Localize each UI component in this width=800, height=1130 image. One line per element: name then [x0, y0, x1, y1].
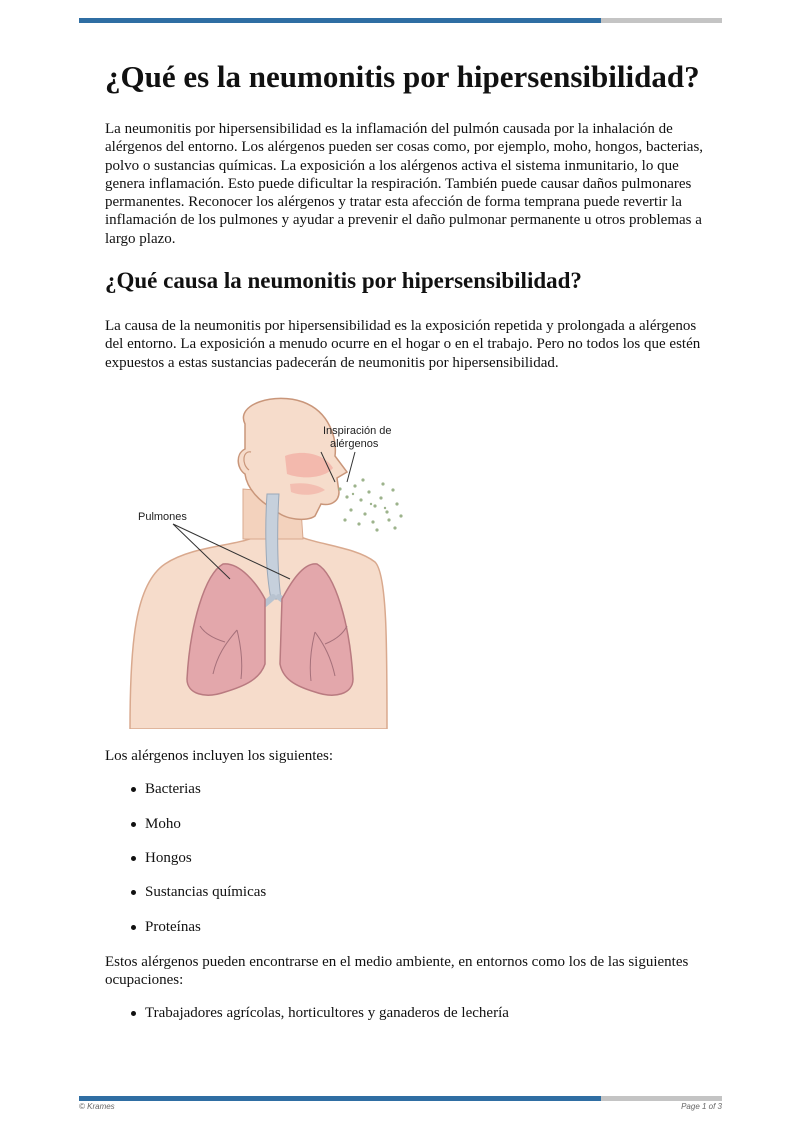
allergens-intro: Los alérgenos incluyen los siguientes: — [105, 747, 334, 764]
top-accent-bar-gray — [601, 18, 722, 23]
list-item: Hongos — [105, 849, 705, 867]
bottom-accent-bar — [79, 1096, 722, 1101]
label-inhalation-line2: alérgenos — [330, 437, 379, 450]
label-inhalation-line1: Inspiración de — [323, 424, 392, 437]
list-item: Trabajadores agrícolas, horticultores y ganaderos de lechería — [105, 1004, 705, 1022]
lungs-illustration — [125, 394, 415, 729]
bottom-accent-bar-gray — [601, 1096, 722, 1101]
page-title: ¿Qué es la neumonitis por hipersensibilidad? — [105, 59, 700, 94]
occupations-intro: Estos alérgenos pueden encontrarse en el medio ambiente, en entornos como los de las siguientes ocupaciones: — [105, 953, 689, 989]
top-accent-bar — [79, 18, 722, 23]
list-item: Bacterias — [105, 780, 705, 798]
causes-paragraph: La causa de la neumonitis por hipersensibilidad es la exposición repetida y prolongada a alérgenos del entorno. La exposición a menudo ocurre en el hogar o en el trabajo. Pero no todos los que estén expuestos a estas sustancias padecerán de neumonitis por hipersensibilidad. — [105, 318, 701, 371]
allergens-list — [105, 780, 705, 936]
lungs-illustration-svg — [125, 394, 415, 729]
list-item: Proteínas — [105, 918, 705, 936]
page-footer — [79, 1102, 722, 1114]
label-lungs: Pulmones — [138, 510, 187, 523]
occupations-list — [105, 1004, 705, 1022]
bottom-accent-bar-blue — [79, 1096, 601, 1101]
article-content — [105, 58, 705, 1022]
list-item: Moho — [105, 815, 705, 833]
top-accent-bar-blue — [79, 18, 601, 23]
footer-copyright: © Krames — [79, 1102, 115, 1111]
footer-page-number: Page 1 of 3 — [681, 1102, 722, 1111]
intro-paragraph: La neumonitis por hipersensibilidad es la inflamación del pulmón causada por la inhalación de alérgenos del entorno. Los alérgenos pueden ser cosas como, por ejemplo, moho, hongos, bacterias, polvo o sustancias químicas. La exposición a los alérgenos activa el sistema inmunitario, lo que genera inflamación. Esto puede dificultar la respiración. También puede causar daños pulmonares permanentes. Reconocer los alérgenos y tratar esta afección de forma temprana puede revertir la inflamación de los pulmones y ayudar a prevenir el daño pulmonar permanente u otros problemas a largo plazo. — [105, 121, 704, 247]
section-heading-causes: ¿Qué causa la neumonitis por hipersensibilidad? — [105, 268, 582, 294]
list-item: Sustancias químicas — [105, 883, 705, 901]
